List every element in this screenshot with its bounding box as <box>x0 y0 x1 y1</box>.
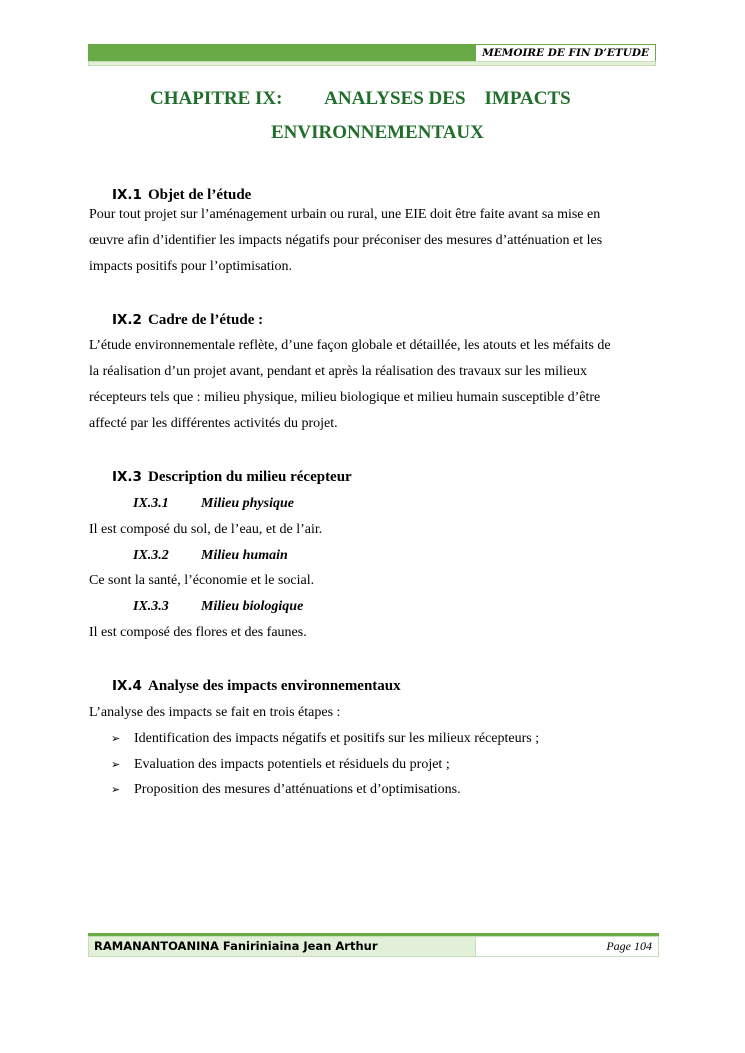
header-strip <box>88 61 656 66</box>
footer-page-number: Page 104 <box>476 936 659 957</box>
section-number: IX.1 <box>112 187 142 203</box>
bullet-item <box>111 757 450 773</box>
paragraph-line: L’étude environnementale reflète, d’une façon globale et détaillée, les atouts et les méfaits de <box>89 338 611 353</box>
section-heading <box>112 312 263 329</box>
section-heading <box>112 187 251 204</box>
section-title: Objet de l’étude <box>148 187 252 203</box>
paragraph-line: Pour tout projet sur l’aménagement urbain ou rural, une EIE doit être faite avant sa mise en <box>89 207 601 222</box>
paragraph-line: L’analyse des impacts se fait en trois étapes : <box>89 705 341 720</box>
subsection-number: IX.3.3 <box>133 599 169 614</box>
bullet-text: Identification des impacts négatifs et positifs sur les milieux récepteurs ; <box>134 731 540 746</box>
paragraph-line: Il est composé des flores et des faunes. <box>89 625 307 640</box>
header-label: MEMOIRE DE FIN D’ETUDE <box>482 47 649 59</box>
chapter-title-line1: CHAPITRE IX: ANALYSES DES IMPACTS <box>150 88 571 109</box>
bullet-item <box>111 782 461 798</box>
subsection-heading <box>133 496 294 512</box>
paragraph-line: Il est composé du sol, de l’eau, et de l’air. <box>89 522 323 537</box>
paragraph-line: impacts positifs pour l’optimisation. <box>89 259 292 274</box>
subsection-heading <box>133 599 303 615</box>
arrow-bullet-icon: ➢ <box>111 783 121 796</box>
paragraph-line: œuvre afin d’identifier les impacts négatifs pour préconiser des mesures d’atténuation et les <box>89 233 603 248</box>
paragraph-line: récepteurs tels que : milieu physique, milieu biologique et milieu humain susceptible d’être <box>89 390 601 405</box>
bullet-text: Proposition des mesures d’atténuations et d’optimisations. <box>134 782 461 797</box>
section-number: IX.2 <box>112 312 142 328</box>
section-number: IX.3 <box>112 469 142 485</box>
subsection-title: Milieu humain <box>201 548 288 563</box>
arrow-bullet-icon: ➢ <box>111 732 121 745</box>
subsection-heading <box>133 548 288 564</box>
paragraph-line: affecté par les différentes activités du projet. <box>89 416 338 431</box>
section-heading <box>112 469 352 486</box>
paragraph-line: Ce sont la santé, l’économie et le social. <box>89 573 315 588</box>
arrow-bullet-icon: ➢ <box>111 758 121 771</box>
header-label-box <box>476 44 656 62</box>
bullet-item <box>111 731 539 747</box>
section-title: Cadre de l’étude : <box>148 312 264 328</box>
section-title: Analyse des impacts environnementaux <box>148 678 401 694</box>
section-heading <box>112 678 401 695</box>
subsection-title: Milieu biologique <box>201 599 304 614</box>
chapter-title-line2: ENVIRONNEMENTAUX <box>271 122 484 143</box>
paragraph-line: la réalisation d’un projet avant, pendant et après la réalisation des travaux sur les milieux <box>89 364 587 379</box>
section-title: Description du milieu récepteur <box>148 469 352 485</box>
section-number: IX.4 <box>112 678 142 694</box>
subsection-number: IX.3.2 <box>133 548 169 563</box>
subsection-number: IX.3.1 <box>133 496 169 511</box>
footer-author: RAMANANTOANINA Faniriniaina Jean Arthur <box>88 936 476 957</box>
bullet-text: Evaluation des impacts potentiels et résiduels du projet ; <box>134 757 450 772</box>
subsection-title: Milieu physique <box>201 496 294 511</box>
